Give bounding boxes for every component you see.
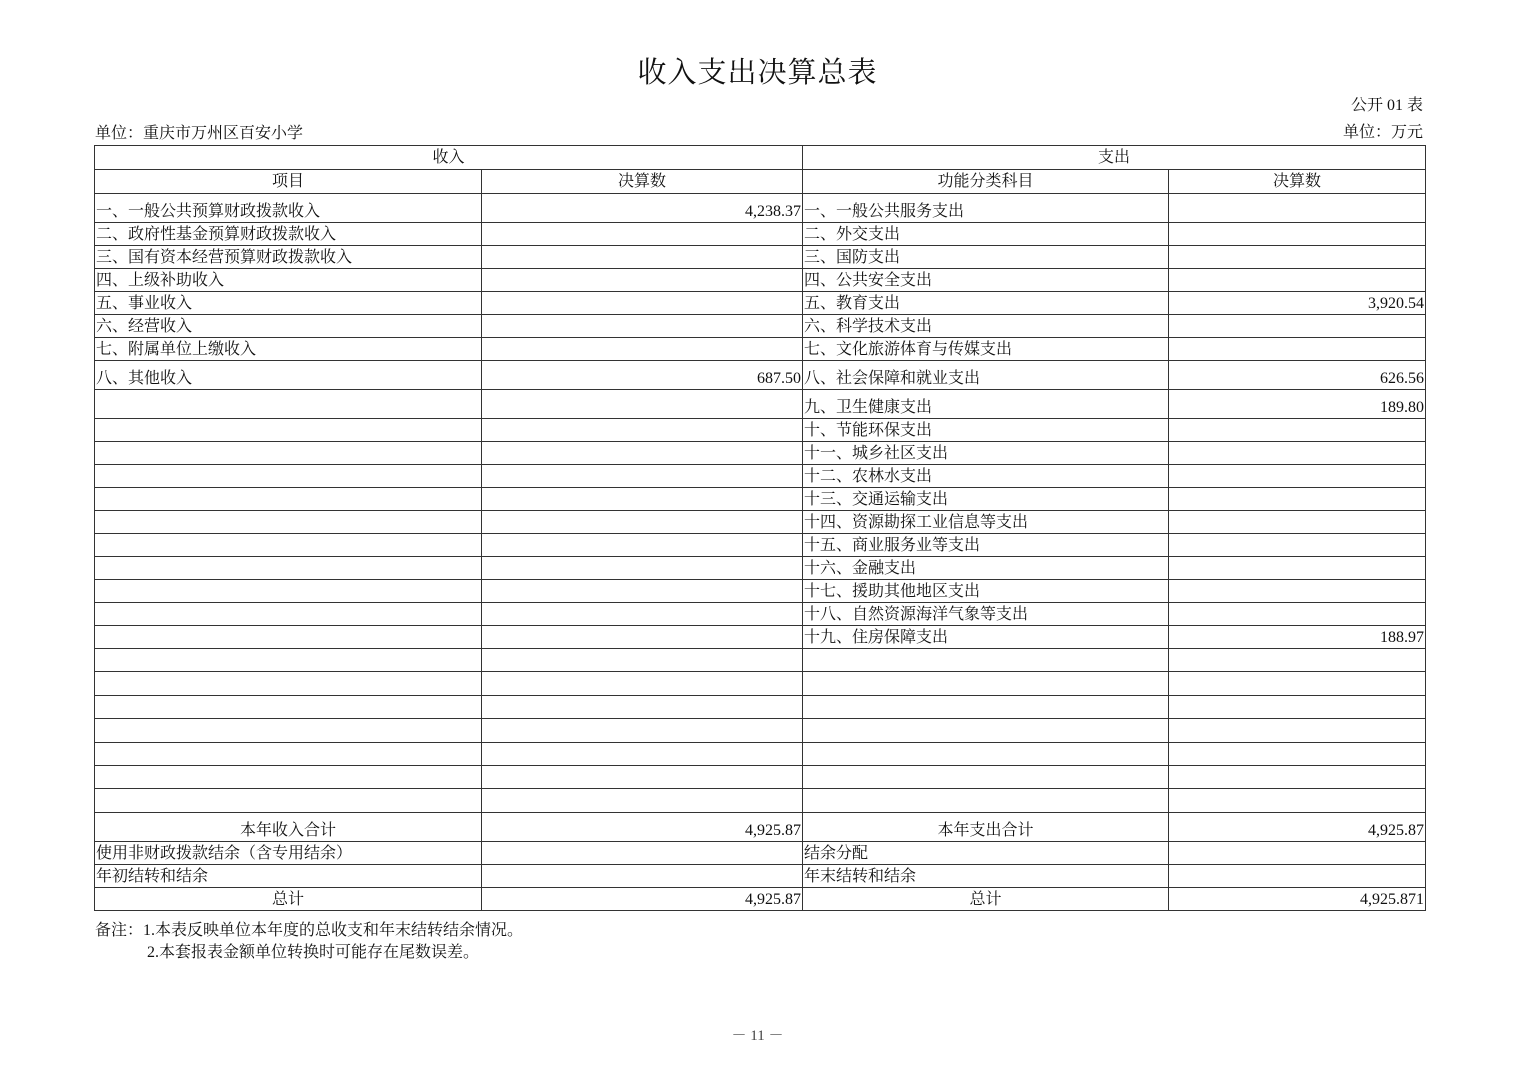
expense-amount-cell	[1169, 246, 1426, 269]
table-row	[95, 419, 1426, 442]
income-amount-cell	[482, 292, 803, 315]
expense-amount-header: 决算数	[1169, 170, 1426, 194]
blank-row	[95, 765, 1426, 788]
income-item-cell: 五、事业收入	[95, 292, 482, 315]
summary-row-carryover	[95, 864, 1426, 887]
empty-cell	[95, 765, 482, 788]
income-summary-label: 本年收入合计	[95, 812, 482, 841]
empty-cell	[803, 742, 1169, 765]
summary-row-grand-total	[95, 887, 1426, 910]
table-row	[95, 511, 1426, 534]
table-row	[95, 603, 1426, 626]
table-row	[95, 626, 1426, 649]
empty-cell	[482, 765, 803, 788]
income-amount-cell	[482, 626, 803, 649]
expense-item-cell: 十九、住房保障支出	[803, 626, 1169, 649]
table-row	[95, 269, 1426, 292]
expense-item-cell: 一、一般公共服务支出	[803, 194, 1169, 223]
page-title: 收入支出决算总表	[637, 57, 878, 89]
empty-cell	[95, 695, 482, 718]
empty-cell	[482, 789, 803, 812]
expense-amount-cell: 3,920.54	[1169, 292, 1426, 315]
expense-item-cell: 三、国防支出	[803, 246, 1169, 269]
income-item-cell	[95, 626, 482, 649]
expense-summary-amount	[1169, 841, 1426, 864]
empty-cell	[803, 719, 1169, 742]
expense-item-cell: 五、教育支出	[803, 292, 1169, 315]
income-item-cell	[95, 534, 482, 557]
expense-amount-cell: 626.56	[1169, 361, 1426, 390]
empty-cell	[803, 649, 1169, 672]
table-row	[95, 338, 1426, 361]
expense-summary-label: 本年支出合计	[803, 812, 1169, 841]
empty-cell	[1169, 765, 1426, 788]
table-row	[95, 292, 1426, 315]
income-amount-cell	[482, 269, 803, 292]
income-item-cell: 八、其他收入	[95, 361, 482, 390]
income-summary-label: 使用非财政拨款结余（含专用结余）	[95, 841, 482, 864]
income-summary-amount	[482, 864, 803, 887]
reporting-unit: 单位：重庆市万州区百安小学	[95, 125, 304, 142]
expense-amount-cell	[1169, 511, 1426, 534]
income-summary-label: 总计	[95, 887, 482, 910]
income-amount-cell	[482, 419, 803, 442]
income-item-cell	[95, 488, 482, 511]
income-amount-cell	[482, 442, 803, 465]
expense-amount-cell: 188.97	[1169, 626, 1426, 649]
expense-item-cell: 十二、农林水支出	[803, 465, 1169, 488]
summary-row-year-total	[95, 812, 1426, 841]
expense-amount-cell	[1169, 223, 1426, 246]
empty-cell	[803, 789, 1169, 812]
expense-summary-amount	[1169, 864, 1426, 887]
table-row	[95, 534, 1426, 557]
empty-cell	[482, 649, 803, 672]
group-header-row	[95, 146, 1426, 170]
expense-item-cell: 十四、资源勘探工业信息等支出	[803, 511, 1169, 534]
income-item-cell: 四、上级补助收入	[95, 269, 482, 292]
empty-cell	[1169, 695, 1426, 718]
expense-item-header: 功能分类科目	[803, 170, 1169, 194]
income-item-cell	[95, 557, 482, 580]
income-summary-amount: 4,925.87	[482, 812, 803, 841]
income-amount-cell	[482, 557, 803, 580]
expense-amount-cell	[1169, 488, 1426, 511]
empty-cell	[482, 742, 803, 765]
expense-amount-cell	[1169, 534, 1426, 557]
blank-row	[95, 719, 1426, 742]
currency-unit: 单位：万元	[1342, 124, 1423, 141]
expense-amount-cell: 189.80	[1169, 390, 1426, 419]
table-row	[95, 442, 1426, 465]
income-amount-cell	[482, 580, 803, 603]
income-item-header: 项目	[95, 170, 482, 194]
blank-row	[95, 742, 1426, 765]
page-number: － 11 －	[731, 1028, 784, 1044]
expense-amount-cell	[1169, 580, 1426, 603]
blank-row	[95, 695, 1426, 718]
expense-item-cell: 十五、商业服务业等支出	[803, 534, 1169, 557]
income-item-cell	[95, 603, 482, 626]
table-row	[95, 246, 1426, 269]
table-row	[95, 223, 1426, 246]
income-item-cell	[95, 442, 482, 465]
empty-cell	[95, 649, 482, 672]
form-number: 公开 01 表	[1350, 97, 1423, 114]
income-amount-cell	[482, 511, 803, 534]
empty-cell	[1169, 742, 1426, 765]
empty-cell	[95, 719, 482, 742]
expense-amount-cell	[1169, 465, 1426, 488]
income-item-cell: 三、国有资本经营预算财政拨款收入	[95, 246, 482, 269]
expense-summary-amount: 4,925.87	[1169, 812, 1426, 841]
income-summary-amount: 4,925.87	[482, 887, 803, 910]
table-row	[95, 465, 1426, 488]
expense-item-cell: 十七、援助其他地区支出	[803, 580, 1169, 603]
expense-amount-cell	[1169, 557, 1426, 580]
income-amount-cell	[482, 315, 803, 338]
note-line-1: 备注：1.本表反映单位本年度的总收支和年末结转结余情况。	[95, 922, 524, 939]
income-item-cell	[95, 580, 482, 603]
expense-item-cell: 十八、自然资源海洋气象等支出	[803, 603, 1169, 626]
expense-amount-cell	[1169, 338, 1426, 361]
income-amount-cell	[482, 534, 803, 557]
empty-cell	[1169, 649, 1426, 672]
blank-row	[95, 649, 1426, 672]
expense-item-cell: 十三、交通运输支出	[803, 488, 1169, 511]
note-line-2: 2.本套报表金额单位转换时可能存在尾数误差。	[147, 944, 480, 961]
expense-amount-cell	[1169, 269, 1426, 292]
expense-item-cell: 十一、城乡社区支出	[803, 442, 1169, 465]
table-row	[95, 557, 1426, 580]
expense-summary-label: 总计	[803, 887, 1169, 910]
expense-amount-cell	[1169, 194, 1426, 223]
empty-cell	[1169, 789, 1426, 812]
income-amount-cell	[482, 338, 803, 361]
expense-item-cell: 七、文化旅游体育与传媒支出	[803, 338, 1169, 361]
empty-cell	[95, 742, 482, 765]
expense-summary-amount: 4,925.871	[1169, 887, 1426, 910]
empty-cell	[803, 765, 1169, 788]
income-item-cell	[95, 511, 482, 534]
income-item-cell	[95, 465, 482, 488]
income-summary-label: 年初结转和结余	[95, 864, 482, 887]
expense-item-cell: 九、卫生健康支出	[803, 390, 1169, 419]
income-amount-cell: 687.50	[482, 361, 803, 390]
income-item-cell: 一、一般公共预算财政拨款收入	[95, 194, 482, 223]
expense-item-cell: 六、科学技术支出	[803, 315, 1169, 338]
expense-summary-label: 年末结转和结余	[803, 864, 1169, 887]
income-amount-cell	[482, 465, 803, 488]
empty-cell	[482, 719, 803, 742]
expense-item-cell: 十、节能环保支出	[803, 419, 1169, 442]
empty-cell	[1169, 719, 1426, 742]
empty-cell	[803, 672, 1169, 695]
income-item-cell	[95, 419, 482, 442]
expense-item-cell: 四、公共安全支出	[803, 269, 1169, 292]
empty-cell	[95, 672, 482, 695]
empty-cell	[1169, 672, 1426, 695]
income-amount-header: 决算数	[482, 170, 803, 194]
expense-amount-cell	[1169, 419, 1426, 442]
expense-item-cell: 八、社会保障和就业支出	[803, 361, 1169, 390]
expense-item-cell: 二、外交支出	[803, 223, 1169, 246]
income-group-header: 收入	[95, 146, 803, 170]
empty-cell	[803, 695, 1169, 718]
expense-item-cell: 十六、金融支出	[803, 557, 1169, 580]
table-row	[95, 194, 1426, 223]
expense-amount-cell	[1169, 603, 1426, 626]
empty-cell	[482, 672, 803, 695]
table-row	[95, 361, 1426, 390]
expense-group-header: 支出	[803, 146, 1426, 170]
income-expense-table	[94, 145, 1426, 911]
notes	[95, 920, 523, 964]
expense-summary-label: 结余分配	[803, 841, 1169, 864]
expense-amount-cell	[1169, 442, 1426, 465]
column-header-row	[95, 170, 1426, 194]
expense-amount-cell	[1169, 315, 1426, 338]
income-item-cell	[95, 390, 482, 419]
income-amount-cell	[482, 246, 803, 269]
empty-cell	[95, 789, 482, 812]
income-amount-cell	[482, 223, 803, 246]
income-item-cell: 二、政府性基金预算财政拨款收入	[95, 223, 482, 246]
table-row	[95, 488, 1426, 511]
blank-row	[95, 789, 1426, 812]
income-item-cell: 七、附属单位上缴收入	[95, 338, 482, 361]
income-amount-cell: 4,238.37	[482, 194, 803, 223]
table-row	[95, 580, 1426, 603]
summary-row-balance-use	[95, 841, 1426, 864]
income-amount-cell	[482, 488, 803, 511]
income-item-cell: 六、经营收入	[95, 315, 482, 338]
table-row	[95, 315, 1426, 338]
income-amount-cell	[482, 603, 803, 626]
empty-cell	[482, 695, 803, 718]
income-summary-amount	[482, 841, 803, 864]
table-row	[95, 390, 1426, 419]
income-amount-cell	[482, 390, 803, 419]
blank-row	[95, 672, 1426, 695]
